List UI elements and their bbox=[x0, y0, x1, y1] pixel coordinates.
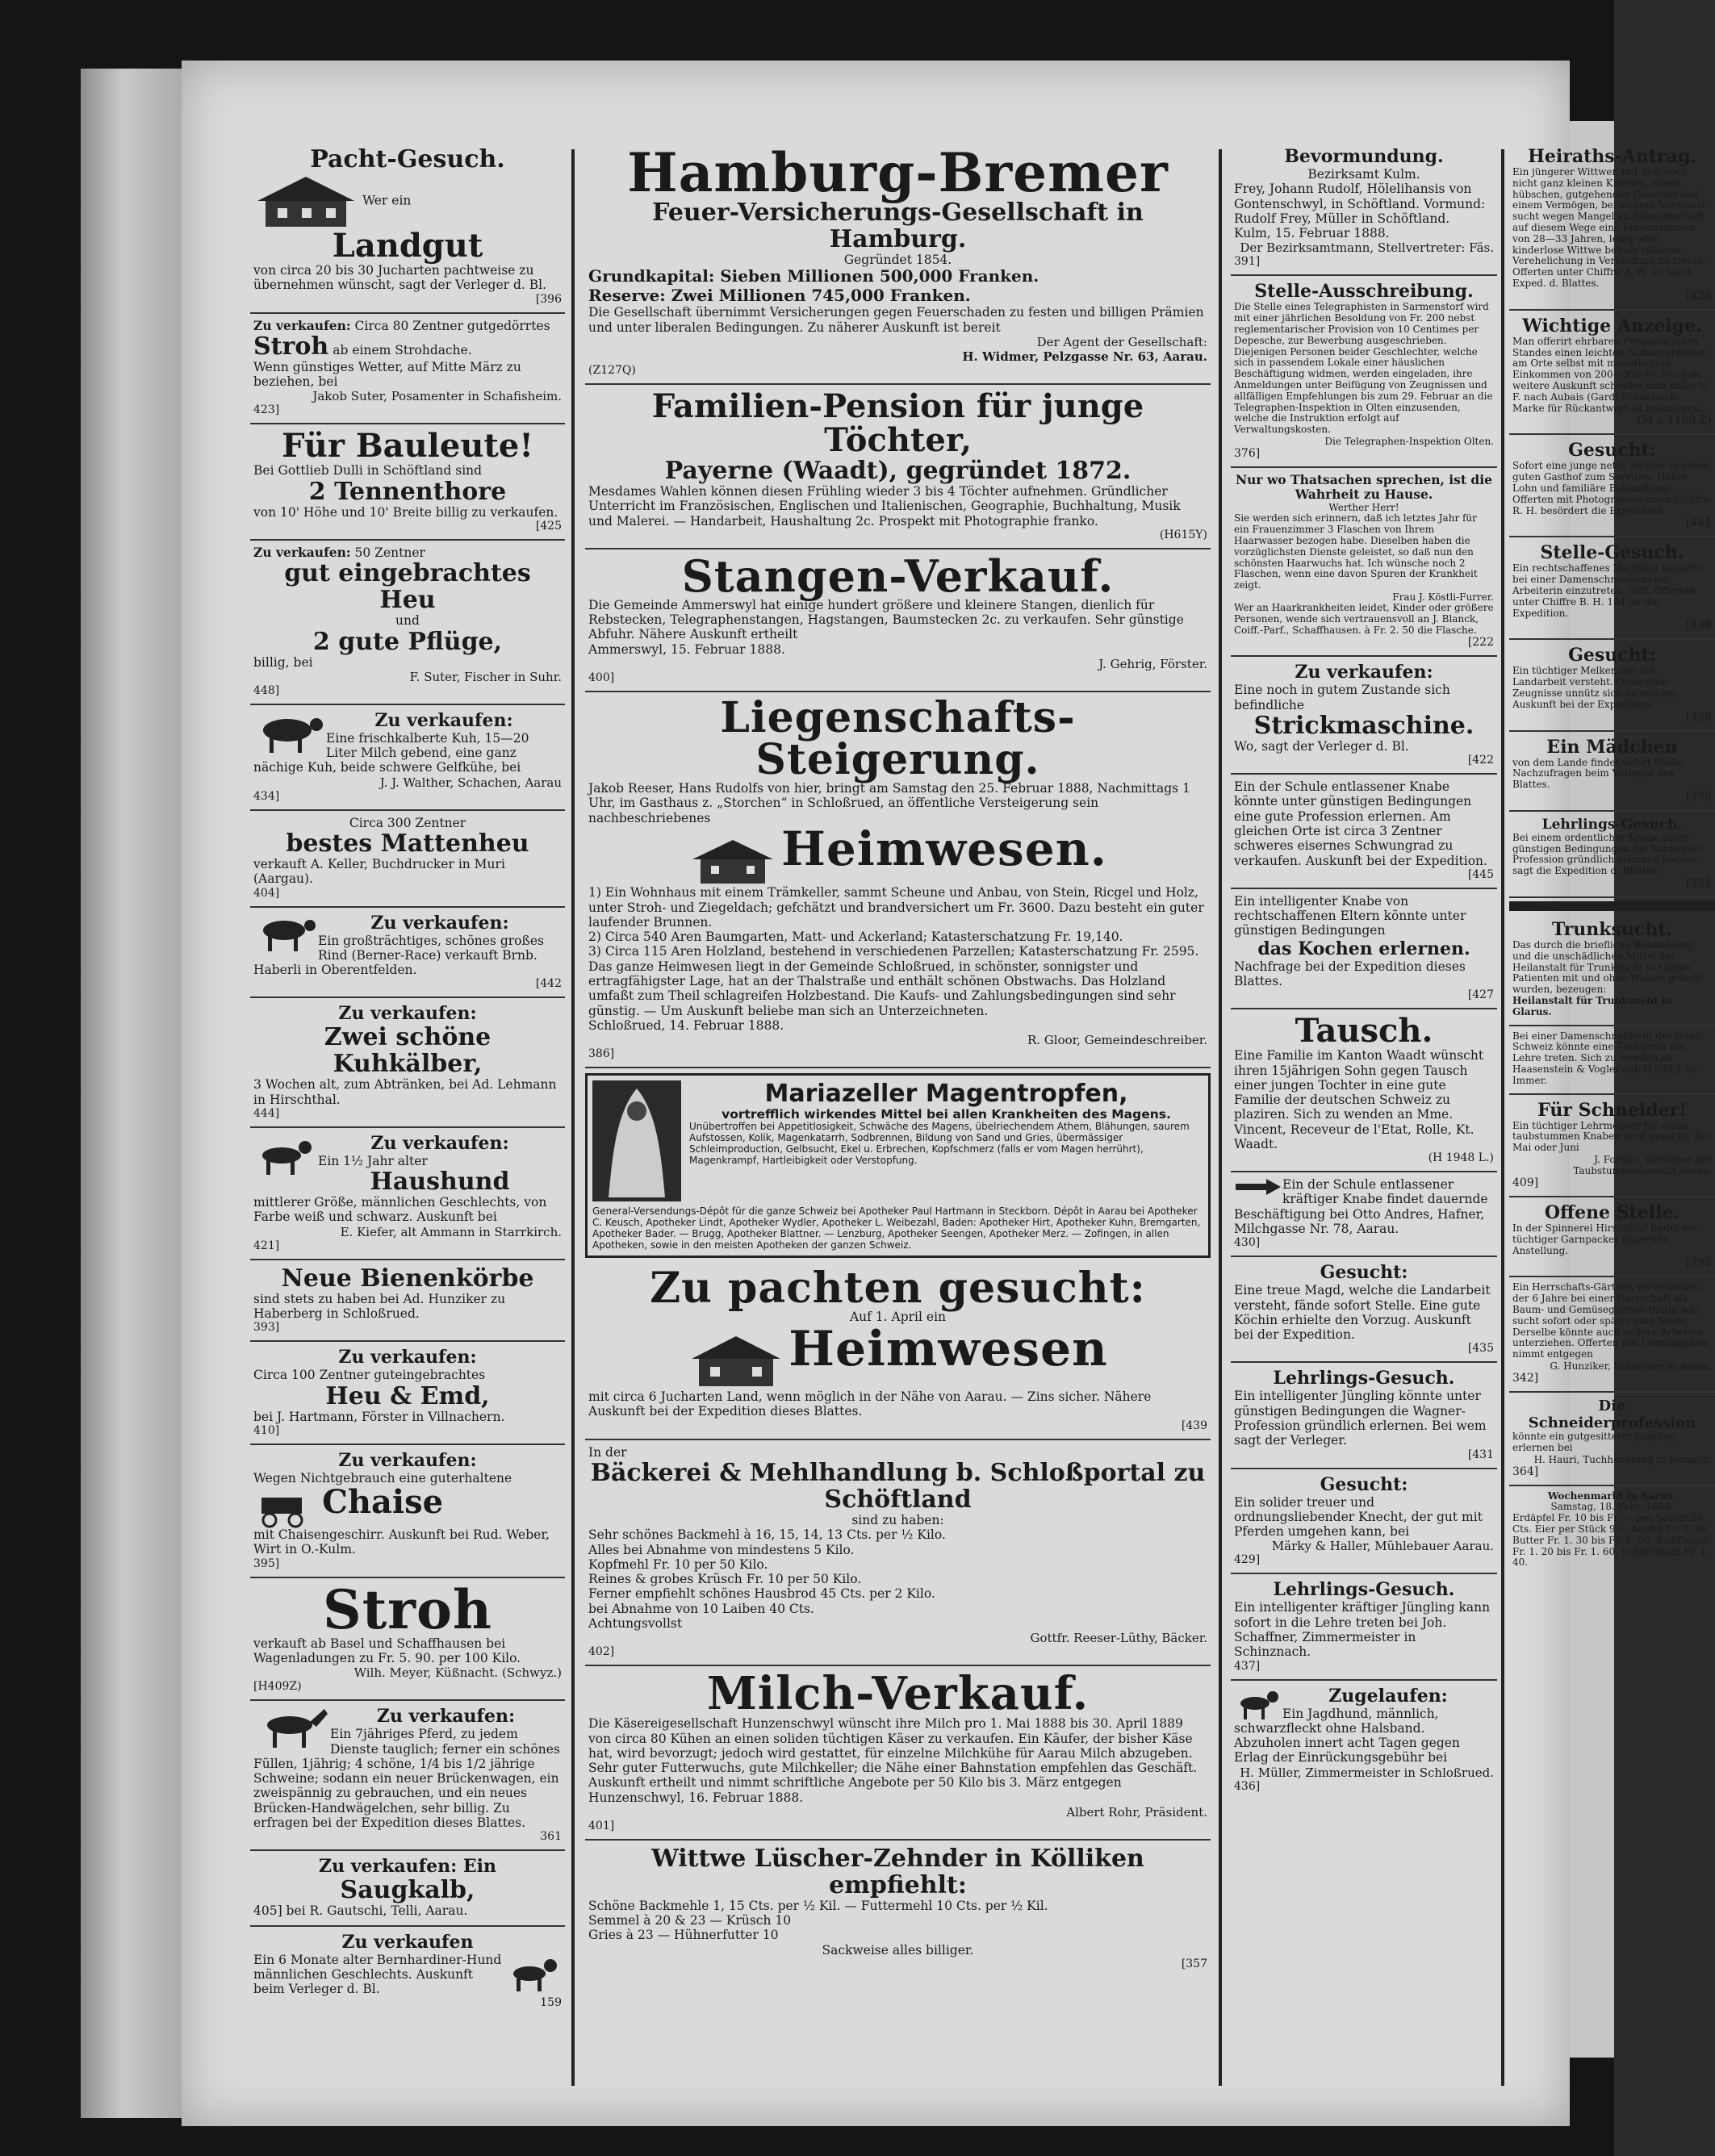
ad-intro: Circa 100 Zentner guteingebrachtes bbox=[253, 1368, 486, 1383]
ad-headline: gut eingebrachtes Heu bbox=[284, 559, 531, 615]
ad-magd bbox=[1231, 1257, 1497, 1363]
ad-number: [222 bbox=[1467, 636, 1494, 650]
ad-headline: Die Schneiderprofession bbox=[1528, 1398, 1696, 1431]
ad-strickmaschine bbox=[1231, 657, 1497, 775]
ad-number: [442 bbox=[535, 977, 562, 991]
ad-body: Unübertroffen bei Appetitlosigkeit, Schwäche des Magens, übelriechendem Athem, Blähungen, saurem Aufstossen, Kolik, Magenkatarrh, Sodbrennen, Bildung von Sand und Gries, übermässiger Schleimproduction, Gelbsucht, Ekel u. Erbrechen, Kopfschmerz (falls er vom Magen herrührt), Magenkrampf, Hartleibigkeit oder Verstopfung. bbox=[689, 1121, 1190, 1166]
ad-body: Mesdames Wahlen können diesen Frühling wieder 3 bis 4 Töchter aufnehmen. Gründlicher Unterricht im Französischen, Englischen und Italienischen, Geographie, Buchhaltung, Musik und Malerei. — Handarbeit, Haushaltung 2c. Prospekt mit Photographie franko. bbox=[588, 484, 1181, 529]
price-row: Ferner empfiehlt schönes Hausbrod 45 Cts. per 2 Kilo. bbox=[588, 1586, 935, 1602]
ad-lead: Zu verkaufen: bbox=[253, 317, 351, 333]
ad-intro: Eine noch in gutem Zustande sich befindliche bbox=[1234, 683, 1450, 712]
ad-signature: F. Suter, Fischer in Suhr. bbox=[409, 669, 562, 684]
ad-mattenheu bbox=[250, 811, 565, 908]
ad-headline: Haushund bbox=[370, 1168, 510, 1197]
ad-headline: das Kochen erlernen. bbox=[1257, 938, 1470, 959]
ad-bienenkoerbe bbox=[250, 1260, 565, 1343]
ad-lead: Wer ein bbox=[362, 193, 412, 208]
ad-body: Eine treue Magd, welche die Landarbeit versteht, fände sofort Stelle. Eine gute Köchin erhielte den Vorzug. Auskunft bei der Expedition. bbox=[1234, 1283, 1491, 1343]
ad-number: 159 bbox=[540, 1996, 562, 2010]
ad-stangen-verkauf bbox=[585, 549, 1211, 692]
column-rule bbox=[1219, 149, 1222, 2086]
price-row: Sehr schönes Backmehl à 16, 15, 14, 13 Cts. per ½ Kilo. bbox=[588, 1527, 946, 1543]
ad-number: 410] bbox=[253, 1423, 280, 1437]
ad-body: Bei einer Damenschneiderin der franz. Schweiz könnte eine Tochter in die Lehre treten. Sich zu wenden an Haasenstein & Vogler sub H 595 J. St. Immer. bbox=[1512, 1030, 1704, 1086]
ad-signature: H. Widmer, Pelzgasse Nr. 63, Aarau. bbox=[962, 349, 1207, 365]
price-row: Schöne Backmehle 1, 15 Cts. per ½ Kil. — Futtermehl 10 Cts. per ½ Kil. bbox=[588, 1898, 1048, 1913]
ad-body: Ein 7jähriges Pferd, zu jedem Dienste tauglich; ferner ein schönes Füllen, 1jährig; 4 schöne, 1/4 bis 1/2 jährige Schweine; sodann ein neuer Brückenwagen, ein zweispännig zu gebrauchen, und ein neues Brücken-Handwägelchen, sehr billig. Zu erfragen bei der Expedition dieses Blattes. bbox=[253, 1727, 560, 1830]
ad-body: bei J. Hartmann, Förster in Villnachern. bbox=[253, 1409, 505, 1424]
ad-signature: E. Kiefer, alt Ammann in Starrkirch. bbox=[340, 1224, 562, 1239]
farmhouse-icon bbox=[688, 1333, 784, 1389]
ad-bauleute bbox=[250, 424, 565, 541]
ad-body: Ein intelligenter Knabe von rechtschaffenen Eltern könnte unter günstigen Bedingungen bbox=[1234, 893, 1466, 938]
ad-number: 429] bbox=[1234, 1553, 1261, 1567]
market-report bbox=[1509, 1486, 1715, 1576]
newspaper-page bbox=[182, 61, 1712, 2126]
ad-number: 409] bbox=[1512, 1176, 1539, 1190]
ad-number: [H409Z) bbox=[253, 1680, 302, 1694]
capital-label: Grundkapital: bbox=[588, 266, 715, 286]
ad-number: [396 bbox=[535, 292, 562, 306]
dog-icon bbox=[1234, 1686, 1282, 1721]
ad-headline: Bevormundung. bbox=[1284, 146, 1444, 167]
ad-headline: Offene Stelle. bbox=[1544, 1202, 1680, 1224]
ad-headline: Gesucht: bbox=[1568, 645, 1656, 666]
ad-thatsachen bbox=[1231, 468, 1497, 657]
ad-number: 395] bbox=[253, 1556, 280, 1570]
ad-number: 402] bbox=[588, 1645, 615, 1659]
ad-body-2: Das ganze Heimwesen liegt in der Gemeinde Schloßrued, in schönster, sonnigster und ertragfähigster Lage, hat an der Thalstraße und enthält schönen Obstwachs. Das Holzland umfaßt zum Theil schlagreifen Holzbestand. Die Kaufs- und Zahlungsbedingungen sind sehr günstig. — Um Auskunft beliebe man sich an Unterzeichneten. bbox=[588, 959, 1176, 1018]
ad-number: 391] bbox=[1234, 255, 1261, 269]
ad-signature: Frau J. Köstli-Furrer. bbox=[1392, 591, 1494, 603]
cow-icon bbox=[253, 913, 318, 953]
ad-milch-verkauf bbox=[585, 1666, 1211, 1841]
ad-heu bbox=[250, 541, 565, 705]
ad-body: Sofort eine junge nette Tochter in einen guten Gasthof zum Serviren. Hoher Lohn und familiäre Behandlung. Offerten mit Photographie unter Chiffre R. H. besördert die Expedition. bbox=[1512, 460, 1709, 516]
ad-pferd bbox=[250, 1701, 565, 1851]
ad-number: [441 bbox=[1685, 516, 1712, 530]
ad-signature: J. Gehrig, Förster. bbox=[1098, 657, 1207, 671]
ad-headline: Stelle-Gesuch. bbox=[1540, 542, 1684, 564]
ad-signature: Gottfr. Reeser-Lüthy, Bäcker. bbox=[1030, 1631, 1207, 1646]
ad-number: (M a 1169 Z) bbox=[1637, 414, 1712, 428]
ad-wichtige-anzeige bbox=[1509, 311, 1715, 436]
ad-stroh-basel bbox=[250, 1578, 565, 1702]
ad-body: Ein tüchtiger Lehrmeister für einen taubstummen Knaben wird gesucht. Auf Mai oder Juni bbox=[1512, 1119, 1711, 1154]
pointing-hand-icon bbox=[1234, 1177, 1282, 1197]
ad-number: [439 bbox=[1181, 1419, 1207, 1432]
ad-body: von circa 20 bis 30 Jucharten pachtweise zu übernehmen wünscht, sagt der Verleger d. Bl. bbox=[253, 263, 547, 293]
ad-headline: Stroh bbox=[323, 1577, 492, 1641]
ad-stelle-gesuch bbox=[1509, 537, 1715, 640]
ad-hamburg-bremer bbox=[585, 141, 1211, 385]
ad-number: 430] bbox=[1234, 1236, 1261, 1250]
ad-familien-pension bbox=[585, 385, 1211, 549]
ad-headline: Neue Bienenkörbe bbox=[281, 1264, 534, 1293]
ad-headline: Trunksucht. bbox=[1551, 919, 1673, 941]
ad-number: [438 bbox=[1685, 619, 1712, 633]
ad-subhead: vortrefflich wirkendes Mittel bei allen Krankheiten des Magens. bbox=[722, 1107, 1171, 1122]
ad-headline: Hamburg-Bremer bbox=[627, 141, 1169, 204]
ad-lead: Zu verkaufen: bbox=[338, 1449, 477, 1471]
ad-founded: Gegründet 1854. bbox=[843, 253, 952, 267]
reserve-label: Reserve: bbox=[588, 285, 666, 305]
ad-headline: Stelle-Ausschreibung. bbox=[1254, 281, 1474, 303]
ad-number: [435 bbox=[1467, 1342, 1494, 1356]
ad-kuhkaelber bbox=[250, 998, 565, 1128]
ad-date: Ammerswyl, 15. Februar 1888. bbox=[588, 641, 785, 657]
ad-body: Bei Gottlieb Dulli in Schöftland sind bbox=[253, 463, 483, 478]
ad-tausch bbox=[1231, 1009, 1497, 1172]
ad-body: Erdäpfel Fr. 10 bis Fr. — per Sester 20 Cts. Eier per Stück 9 — Aepfel Fr. 2. 40. Butter Fr. 1. 30 bis Fr. 1. 50. Kalbfleisch Fr. 1. 20 bis Fr. 1. 60. Schaffleisch Fr. 1. 40. bbox=[1512, 1512, 1710, 1569]
ad-body: Die Gemeinde Ammerswyl hat einige hundert größere und kleinere Stangen, dienlich für Rebstecken, Telegraphenstangen, Hagstangen, Baumstecken 2c. zu verkaufen. Sehr günstige Abfuhr. Nähere Auskunft ertheilt bbox=[588, 597, 1184, 642]
madonna-image bbox=[592, 1080, 681, 1201]
ad-lead: Zu verkaufen: bbox=[338, 1003, 477, 1025]
ad-depot-list: General-Versendungs-Dépôt für die ganze Schweiz bei Apotheker Paul Hartmann in Steckborn. Dépôt in Aarau bei Apotheker C. Keusch, Apotheker Lindt, Apotheker Wydler, Apotheker L. Weibezahl, Baden: Apotheker Hirt, Apotheker Kuhn, Bremgarten, Apotheker Bader. — Brugg, Apotheker Blattner. — Lenzburg, Apotheker Seengen, Apotheker Merz. — Zofingen, in allen Apotheken, sowie in den meisten Apotheken der ganzen Schweiz. bbox=[592, 1205, 1201, 1251]
ad-footer: Heilanstalt für Trunksucht in Glarus. bbox=[1512, 995, 1672, 1017]
divider-bar bbox=[1509, 901, 1715, 911]
ad-body: mit circa 6 Jucharten Land, wenn möglich in der Nähe von Aarau. — Zins sicher. Nähere Auskunft bei der Expedition dieses Blattes. bbox=[588, 1389, 1152, 1419]
ad-headline: Gesucht: bbox=[1320, 1262, 1408, 1284]
ad-lead: Zu verkaufen: bbox=[370, 1132, 509, 1154]
ad-date: Hunzenschwyl, 16. Februar 1888. bbox=[588, 1790, 804, 1805]
ad-number: 423] bbox=[253, 403, 280, 417]
ad-headline: Wittwe Lüscher-Zehnder in Kölliken empfiehlt: bbox=[651, 1844, 1144, 1899]
ad-body: Man offerirt ehrbaren Personen jeden Standes einen leichten Nebenverdienst am Orte selbst mit monatlichem Einkommen von 200—300 Fr. Für jede weitere Auskunft schreibe man unter V. F. nach Aubais (Gard) Frankreich. Marke für Rückantwort ist beizulegen. bbox=[1512, 335, 1708, 414]
ad-number: 400] bbox=[588, 671, 615, 684]
ad-lehrlings-gesuch-wagner bbox=[1231, 1363, 1497, 1469]
carriage-icon bbox=[253, 1491, 318, 1527]
notice-stelle-ausschreibung bbox=[1231, 276, 1497, 468]
ad-lead: Zu verkaufen: bbox=[253, 544, 351, 560]
ad-body: Ein großträchtiges, schönes großes Rind (Berner-Race) verkauft Brnb. Haberli in Oberentfelden. bbox=[253, 933, 544, 978]
ad-bernhardiner bbox=[250, 1927, 565, 2016]
dog-icon bbox=[505, 1953, 562, 1993]
ad-number: [427 bbox=[1467, 988, 1494, 1002]
ad-body: 405] bei R. Gautschi, Telli, Aarau. bbox=[253, 1903, 468, 1919]
ad-body: Ein intelligenter kräftiger Jüngling kann sofort in die Lehre treten bei Joh. Schaffner, Zimmermeister in Schinznach. bbox=[1234, 1600, 1491, 1660]
ad-agent: Der Agent der Gesellschaft: bbox=[1036, 335, 1207, 350]
ad-headline: Wichtige Anzeige. bbox=[1522, 315, 1702, 336]
ad-headline: bestes Mattenheu bbox=[286, 829, 529, 858]
ad-body: Ein jüngerer Wittwer, mit drei noch nicht ganz kleinen Kindern, einem hübschen, gutgehenden Geschäft und einem Vermögen, bei sichern Verdienst sucht wegen Mangel an Bekanntschaft auf diesem Wege eine Frauenzimmer von 28—33 Jahren, ledig oder kinderlose Wittwe behufs späterer Verehelichung in Verbindung zu treten. Offerten unter Chiffre A. W. 10 bei d. Exped. d. Blattes. bbox=[1512, 166, 1707, 289]
ad-body: Eine frischkalberte Kuh, 15—20 Liter Milch gebend, eine ganz nächige Kuh, beide schwere Gelfkühe, bei bbox=[253, 730, 529, 775]
ad-headline: Tausch. bbox=[1295, 1012, 1433, 1051]
ad-headline: Liegenschafts-Steigerung. bbox=[720, 693, 1076, 784]
column-1 bbox=[250, 141, 565, 2094]
list-item: 3) Circa 115 Aren Holzland, bestehend in verschiedenen Parzellen; Katasterschatzung Fr. 2595. bbox=[588, 944, 1199, 959]
ad-number: [425 bbox=[535, 519, 562, 533]
ad-lead: Zu verkaufen: bbox=[376, 1706, 516, 1728]
ad-signature: Albert Rohr, Präsident. bbox=[1066, 1804, 1207, 1820]
ad-headline-2: Heimwesen. bbox=[781, 821, 1107, 876]
ad-headline: Gesucht: bbox=[1568, 440, 1656, 462]
ad-number: 444] bbox=[253, 1106, 280, 1120]
ad-body: Ein Jagdhund, männlich, schwarzfleckt ohne Halsband. Abzuholen innert acht Tagen gegen Erlag der Einrückungsgebühr bei bbox=[1234, 1706, 1460, 1765]
ad-body: Eine Familie im Kanton Waadt wünscht ihren 15jährigen Sohn gegen Tausch einer jungen Tochter in eine gute Familie der deutschen Schweiz zu plaziren. Sich zu wenden an Mme. Vincent, Receveur de l'Etat, Rolle, Kt. Waadt. bbox=[1234, 1048, 1484, 1151]
ad-signature: J. Forster, Vorsteher der Taubstummenanstalt Aarau. bbox=[1573, 1154, 1712, 1177]
ad-number: (H615Y) bbox=[1159, 528, 1207, 541]
ad-title: Pacht-Gesuch. bbox=[310, 145, 505, 173]
ad-body: Frey, Johann Rudolf, Hölelihansis von Gontenschwyl, in Schöftland. Vormund: Rudolf Frey, Müller in Schöftland. bbox=[1234, 182, 1486, 226]
ad-signature: J. J. Walther, Schachen, Aarau bbox=[379, 775, 562, 790]
dog-icon bbox=[253, 1133, 318, 1177]
ad-body: Ein rechtschaffenes Mädchen wünscht bei einer Damenschneiderin als Arbeiterin einzutreten. Gefl. Offerten unter Chiffre B. H. 104 an die Expedition. bbox=[1512, 562, 1703, 619]
price-row: Kopfmehl Fr. 10 per 50 Kilo. bbox=[588, 1556, 768, 1572]
ad-number: [331 bbox=[1685, 877, 1712, 891]
ad-headline-2: 2 Tennenthore bbox=[308, 477, 507, 506]
ad-zugelaufen bbox=[1231, 1681, 1497, 1799]
ad-body: Sie werden sich erinnern, daß ich letztes Jahr für ein Frauenzimmer 3 Flaschen von Ihrem Haarwasser bezogen habe. Dieselben haben die vorzüglichsten Dienste geleistet, so daß nun den schönsten Haarwuchs hat. Ich wünsche noch 2 Flaschen, wenn eine davon Spuren der Krankheit zeigt. bbox=[1234, 512, 1478, 591]
ad-headline: Stroh bbox=[253, 332, 329, 361]
ad-headline-2: Payerne (Waadt), gegründet 1872. bbox=[664, 457, 1131, 486]
ad-signature: Jakob Suter, Posamenter in Schafisheim. bbox=[312, 389, 562, 404]
ad-zu-pachten bbox=[585, 1263, 1211, 1439]
ad-fuer-schneider bbox=[1509, 1095, 1715, 1197]
ad-herrschafts-gaertner bbox=[1509, 1277, 1715, 1393]
ad-headline: Strickmaschine. bbox=[1253, 711, 1474, 740]
ad-number: 434] bbox=[253, 789, 280, 803]
ad-body: Ein intelligenter Jüngling könnte unter günstigen Bedingungen die Wagner-Profession gründlich erlernen. Bei wem sagt der Verleger. bbox=[1234, 1389, 1487, 1448]
house-icon bbox=[688, 837, 777, 885]
ad-pacht-gesuch bbox=[250, 141, 565, 314]
ad-mariazeller bbox=[585, 1073, 1211, 1258]
ad-headline: Saugkalb, bbox=[340, 1876, 475, 1905]
column-3 bbox=[1231, 141, 1497, 2094]
ad-body: Wo, sagt der Verleger d. Bl. bbox=[1234, 738, 1409, 754]
ad-headline: Für Bauleute! bbox=[282, 427, 533, 466]
ad-number: [357 bbox=[1181, 1958, 1207, 1971]
ad-footer: Wer an Haarkrankheiten leidet, Kinder oder größere Personen, wende sich vertrauensvoll an J. Blanck, Coiff.-Parf., Schaffhausen. à Fr. 2. 50 die Flasche. bbox=[1234, 601, 1494, 636]
ad-number: [431 bbox=[1467, 1448, 1494, 1461]
ad-chaise bbox=[250, 1445, 565, 1578]
ad-lead: Zu verkaufen: bbox=[1295, 662, 1433, 683]
ad-number: [426 bbox=[1685, 710, 1712, 724]
ad-intro: 50 Zentner bbox=[354, 545, 425, 560]
ad-headline: Gesucht: bbox=[1320, 1473, 1408, 1495]
ad-body-2: von 10' Höhe und 10' Breite billig zu verkaufen. bbox=[253, 504, 558, 520]
ad-intro: Ein 1½ Jahr alter bbox=[318, 1153, 428, 1168]
ad-and: und bbox=[395, 613, 420, 629]
ad-damenschneiderin-lehre bbox=[1509, 1026, 1715, 1095]
ad-subhead: Feuer-Versicherungs-Gesellschaft in Hamburg. bbox=[652, 198, 1144, 253]
ad-number: 437] bbox=[1234, 1659, 1261, 1673]
ad-number: (Z127Q) bbox=[588, 364, 636, 378]
ad-number: 393] bbox=[253, 1321, 280, 1335]
ad-melker bbox=[1509, 640, 1715, 731]
price-row: Gries à 23 — Hühnerfutter 10 bbox=[588, 1928, 779, 1943]
ad-date: Samstag, 18. Febr. 1888. bbox=[1550, 1501, 1674, 1513]
column-rule bbox=[1501, 149, 1504, 2086]
ad-maedchen bbox=[1509, 732, 1715, 812]
ad-number: [445 bbox=[1467, 867, 1494, 881]
ad-number: 364] bbox=[1512, 1464, 1539, 1478]
ad-headline: Nur wo Thatsachen sprechen, ist die Wahrheit zu Hause. bbox=[1235, 471, 1493, 503]
ad-lead: Zu verkaufen: bbox=[374, 709, 513, 731]
ad-headline: Heu & Emd, bbox=[325, 1381, 490, 1410]
ad-saugkalb bbox=[250, 1851, 565, 1926]
list-item: 1) Ein Wohnhaus mit einem Trämkeller, sammt Scheune und Anbau, von Stein, Ricgel und Holz, unter Stroh- und Ziegeldach; gefchätzt und brandversichert um Fr. 3600. Dazu besteht ein guter laufender Brunnen. bbox=[588, 885, 1204, 930]
ad-headline: Chaise bbox=[322, 1483, 444, 1522]
ad-body: Ein tüchtiger Melker, der die Landarbeit versteht. Ohne gute Zeugnisse unnütz sich zu melden. Auskunft bei der Expedition. bbox=[1512, 665, 1679, 710]
ad-headline: Zugelaufen: bbox=[1328, 1685, 1448, 1707]
ad-body: könnte ein gutgesitteter Jüngling erlernen bei bbox=[1512, 1431, 1676, 1453]
ad-footer: Sackweise alles billiger. bbox=[822, 1942, 974, 1958]
ad-body: Ein solider treuer und ordnungsliebender Knecht, der gut mit Pferden umgehen kann, bei bbox=[1234, 1494, 1483, 1540]
ad-lead: Zu verkaufen: Ein bbox=[319, 1856, 496, 1878]
ad-body: Wenn günstiges Wetter, auf Mitte März zu beziehen, bei bbox=[253, 359, 521, 390]
ad-baeckerei bbox=[585, 1440, 1211, 1667]
ad-footer: Nachfrage bei der Expedition dieses Blattes. bbox=[1234, 959, 1466, 988]
ad-body: von dem Lande findet sofort Stelle. Nachzufragen beim Verleger des Blattes. bbox=[1512, 756, 1686, 791]
ad-kochen bbox=[1231, 889, 1497, 1009]
ad-headline: Milch-Verkauf. bbox=[706, 1667, 1090, 1721]
ad-number: 342] bbox=[1512, 1372, 1539, 1385]
ad-signature: Die Telegraphen-Inspektion Olten. bbox=[1324, 435, 1494, 447]
ad-headline: Familien-Pension für junge Töchter, bbox=[651, 387, 1144, 460]
ad-knecht bbox=[1231, 1469, 1497, 1575]
ad-headline: Stangen-Verkauf. bbox=[681, 549, 1115, 602]
ad-lehrlings-gesuch-schneider bbox=[1509, 812, 1715, 898]
price-row: Alles bei Abnahme von mindestens 5 Kilo. bbox=[588, 1542, 855, 1557]
ad-headline: Ein Mädchen bbox=[1546, 736, 1678, 758]
ad-body: Ein 6 Monate alter Bernhardiner-Hund männlichen Geschlechts. Auskunft beim Verleger d. Bl. bbox=[253, 1952, 502, 1997]
ad-headline: Lehrlings-Gesuch. bbox=[1273, 1579, 1455, 1601]
ad-lead: In der bbox=[588, 1444, 627, 1460]
ad-lead: Zu verkaufen: bbox=[370, 912, 509, 934]
ad-body: mit Chaisengeschirr. Auskunft bei Rud. Weber, Wirt in O.-Kulm. bbox=[253, 1527, 550, 1557]
ad-lehrlings-gesuch-zimmermann bbox=[1231, 1574, 1497, 1680]
ad-heu-emd bbox=[250, 1342, 565, 1445]
ad-number: 421] bbox=[253, 1239, 280, 1252]
ad-body: mittlerer Größe, männlichen Geschlechts, von Farbe weiß und schwarz. Auskunft bei bbox=[253, 1195, 547, 1225]
ad-number: 361 bbox=[540, 1830, 562, 1844]
ad-lead: Auf 1. April ein bbox=[849, 1310, 947, 1325]
column-4 bbox=[1509, 141, 1715, 2094]
ad-body: Ein Herrschafts-Gärtner, verheirathet, der 6 Jahre bei einer Herrschaft als Baum- und Gemüsegärtner thätig war, sucht sofort oder später eine Stelle. Derselbe könnte auch andere Arbeiten unterziehen. Offerten mit Lohnangaben nimmt entgegen bbox=[1512, 1281, 1708, 1360]
ad-number: 436] bbox=[1234, 1779, 1261, 1793]
ad-heiraths-antrag bbox=[1509, 141, 1715, 311]
ad-headline: Zu pachten gesucht: bbox=[650, 1264, 1146, 1314]
column-rule bbox=[571, 149, 575, 2086]
ad-number: [375 bbox=[1685, 790, 1712, 804]
ad-tochter-gesucht bbox=[1509, 435, 1715, 537]
ad-headline: Heiraths-Antrag. bbox=[1528, 146, 1696, 167]
ad-signature: R. Gloor, Gemeindeschreiber. bbox=[1027, 1033, 1207, 1048]
ad-subhead: sind zu haben: bbox=[851, 1512, 944, 1527]
farmhouse-icon bbox=[253, 173, 358, 229]
price-row: Achtungsvollst bbox=[588, 1615, 683, 1631]
ad-body: 3 Wochen alt, zum Abtränken, bei Ad. Lehmann in Hirschthal. bbox=[253, 1077, 557, 1107]
ad-headline: Bäckerei & Mehlhandlung b. Schloßportal zu Schöftland bbox=[590, 1458, 1206, 1514]
ad-tail: ab einem Strohdache. bbox=[333, 342, 472, 357]
ad-signature: Wilh. Meyer, Küßnacht. (Schwyz.) bbox=[353, 1665, 562, 1681]
ad-body: sind stets zu haben bei Ad. Hunziker zu Haberberg in Schloßrued. bbox=[253, 1291, 506, 1322]
ad-date: Kulm, 15. Februar 1888. bbox=[1234, 226, 1390, 241]
ad-number: (H 1948 L.) bbox=[1428, 1151, 1494, 1165]
ad-signature: G. Hunziker, Schneider in Aarau. bbox=[1550, 1360, 1712, 1372]
ad-number: [422 bbox=[1467, 754, 1494, 767]
ad-signature: Märky & Haller, Mühlebauer Aarau. bbox=[1271, 1539, 1494, 1554]
ad-intro: Circa 300 Zentner bbox=[349, 815, 466, 830]
ad-intro: Wegen Nichtgebrauch eine guterhaltene bbox=[253, 1470, 512, 1485]
ad-body: billig, bei bbox=[253, 654, 313, 670]
price-row: Semmel à 20 & 23 — Krüsch 10 bbox=[588, 1913, 792, 1928]
ad-liegenschafts-steigerung bbox=[585, 692, 1211, 1068]
ad-headline: Mariazeller Magentropfen, bbox=[764, 1080, 1128, 1109]
price-row: Reines & grobes Krüsch Fr. 10 per 50 Kilo. bbox=[588, 1572, 862, 1587]
ad-body: Ein der Schule entlassener Knabe könnte unter günstigen Bedingungen eine gute Profession erlernen. Am gleichen Orte ist circa 3 Zentner schweres eisernes Schwungrad zu verkaufen. Auskunft bei der Expedition. bbox=[1234, 779, 1487, 868]
ad-body: Die Stelle eines Telegraphisten in Sarmenstorf wird mit einer jährlichen Besoldung von Fr. 200 nebst reglementarischer Provision von 10 Centimes per Depesche, zur Bewerbung ausgeschrieben. Diejenigen Personen beider Geschlechter, welche sich in passendem Lokale einer häuslichen Beschäftigung widmen, werden eingeladen, ihre Anmeldungen unter Beifügung von Zeugnissen und allfälligen Empfehlungen bis zum 29. Februar an die Telegraphen-Inspektion in Olten einzusenden, welche die Instruktion erfolgt auf Verwaltungskosten. bbox=[1234, 301, 1493, 436]
ad-number: [392 bbox=[1685, 1256, 1712, 1270]
ad-number: 376] bbox=[1234, 446, 1261, 460]
ad-body: Das durch die briefliche Behandlung und die unschädlichen Mittel der Heilanstalt für Trunksucht in Glarus Patienten mit und ohne Wissen geheilt wurden, bezeugen: bbox=[1512, 939, 1703, 996]
ad-body: In der Spinnerei Hirschthal findet ein tüchtiger Garnpacker dauernde Anstellung. bbox=[1512, 1222, 1698, 1256]
ad-headline: Wochenmarkt in Aarau. bbox=[1547, 1490, 1677, 1502]
column-2 bbox=[585, 141, 1211, 2094]
cow-icon bbox=[253, 710, 326, 754]
price-row: bei Abnahme von 10 Laiben 40 Cts. bbox=[588, 1601, 814, 1616]
ad-subhead: Werther Herr! bbox=[1328, 501, 1399, 513]
ad-offene-stelle bbox=[1509, 1197, 1715, 1277]
ad-headline: Zwei schöne Kuhkälber, bbox=[324, 1023, 491, 1079]
ad-headline: Lehrlings-Gesuch. bbox=[1273, 1368, 1455, 1389]
ad-signature: Der Bezirksamtmann, Stellvertreter: Fäs. bbox=[1240, 240, 1494, 256]
ad-beschaeftigung bbox=[1231, 1172, 1497, 1257]
ad-lead: Zu verkaufen: bbox=[338, 1347, 477, 1368]
ad-body: Ein der Schule entlassener kräftiger Knabe findet dauernde Beschäftigung bei Otto Andres, Hafner, Milchgasse Nr. 78, Aarau. bbox=[1234, 1177, 1488, 1237]
ad-luescher-zehnder bbox=[585, 1841, 1211, 1977]
reserve-value: Zwei Millionen 745,000 Franken. bbox=[671, 285, 971, 305]
ad-number: 448] bbox=[253, 683, 280, 697]
horse-icon bbox=[253, 1706, 330, 1750]
ad-stroh bbox=[250, 314, 565, 425]
ad-intro: Circa 80 Zentner gutgedörrtes bbox=[354, 318, 550, 333]
ad-body: Die Käsereigesellschaft Hunzenschwyl wünscht ihre Milch pro 1. Mai 1888 bis 30. April 1889 von circa 80 Kühen an einen soliden tüchtigen Käser zu verkaufen. Ein Käufer, der bisher Käse hat, wird bevorzugt; jedoch wird gestattet, für einzelne Milchkühe für Aarau Milch abzugeben. Sehr guter Futterwuchs, gute Milchkeller; die Nähe einer Bahnstation empfehlen das Geschäft. Auskunft ertheilt und nimmt schriftliche Angebote per 50 Kilo bis 3. März entgegen bbox=[588, 1716, 1198, 1790]
ad-date: Schloßrued, 14. Februar 1888. bbox=[588, 1017, 784, 1033]
ad-body: Bei einem ordentlicher Knabe unter günstigen Bedingungen die Schneider-Profession gründlich erlernen könnte, sagt die Expedition d. Blattes. bbox=[1512, 831, 1705, 877]
ad-signature: H. Müller, Zimmermeister in Schloßrued. bbox=[1240, 1765, 1494, 1780]
ad-lead: Zu verkaufen bbox=[341, 1931, 474, 1953]
ad-subhead: Bezirksamt Kulm. bbox=[1307, 167, 1420, 182]
page-stack-edge bbox=[81, 69, 186, 2118]
ad-number: [428 bbox=[1685, 289, 1712, 303]
ad-haushund bbox=[250, 1128, 565, 1260]
ad-number: 386] bbox=[588, 1047, 615, 1061]
ad-signature: H. Hauri, Tuchhandlung in Reinach. bbox=[1533, 1453, 1712, 1465]
list-item: 2) Circa 540 Aren Baumgarten, Matt- und Ackerland; Katasterschatzung Fr. 19,140. bbox=[588, 930, 1123, 945]
ad-headline-2: 2 gute Pflüge, bbox=[312, 627, 503, 656]
ad-body: verkauft ab Basel und Schaffhausen bei Wagenladungen zu Fr. 5. 90. per 100 Kilo. bbox=[253, 1636, 521, 1665]
notice-bevormundung bbox=[1231, 141, 1497, 276]
ad-body: Jakob Reeser, Hans Rudolfs von hier, bringt am Samstag den 25. Februar 1888, Nachmittags 1 Uhr, im Gasthaus z. „Storchen“ in Schloßrued, an öffentliche Versteigerung sein nachbeschriebenes bbox=[588, 781, 1190, 825]
ad-knabe-profession bbox=[1231, 775, 1497, 889]
ad-kuh bbox=[250, 705, 565, 811]
ad-headline: Lehrlings-Gesuch. bbox=[1541, 816, 1683, 833]
ad-trunksucht bbox=[1509, 914, 1715, 1026]
capital-value: Sieben Millionen 500,000 Franken. bbox=[720, 266, 1039, 286]
ad-body: verkauft A. Keller, Buchdrucker in Muri (Aargau). bbox=[253, 856, 505, 887]
ad-headline-2: Heimwesen bbox=[788, 1320, 1108, 1377]
ad-number: 404] bbox=[253, 886, 280, 900]
ad-number: 401] bbox=[588, 1819, 615, 1832]
ad-rind bbox=[250, 908, 565, 999]
ad-schneiderprofession bbox=[1509, 1393, 1715, 1486]
ad-headline: Für Schneider! bbox=[1537, 1099, 1687, 1121]
ad-headline: Landgut bbox=[332, 227, 483, 265]
ad-body: Die Gesellschaft übernimmt Versicherungen gegen Feuerschaden zu festen und billigen Prämien und unter liberalen Bedingungen. Zu näherer Auskunft ist bereit bbox=[588, 305, 1204, 335]
